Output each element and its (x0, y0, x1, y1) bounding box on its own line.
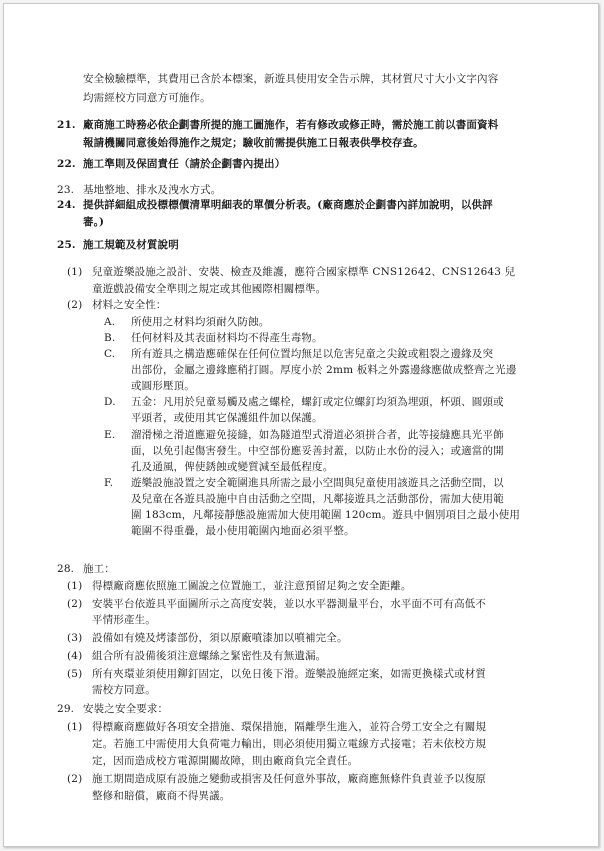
item-29-2-marker: (2) (67, 773, 83, 785)
sub-c-line-2: 出部份，金屬之邊緣應稍打圓。厚度小於 2mm 板料之外露邊緣應做成整齊之光邊 (131, 364, 517, 376)
item-29-2-line-2: 整修和賠償，廠商不得異議。 (92, 790, 231, 802)
item-28-5-line-2: 需校方同意。 (92, 684, 156, 696)
sub-a-line-1: 所使用之材料均須耐久防蝕。 (131, 316, 270, 328)
item-28-4-line-1: 組合所有設備後須注意螺絲之緊密性及有無遺漏。 (92, 650, 327, 662)
item-23-number: 23. (57, 184, 75, 196)
sub-c-line-3: 或圓形壓頂。 (131, 380, 195, 392)
item-21-line-2: 報請機關同意後始得施作之規定；驗收前需提供施工日報表供學校存查。 (83, 137, 424, 149)
sub-f-line-2: 及兒童在各遊具設施中自由活動之空間，凡鄰接遊具之活動部份，需加大使用範 (131, 493, 504, 505)
item-25-2-marker: (2) (67, 299, 83, 311)
sub-e-line-1: 溜滑梯之滑道應避免接縫，如為隧道型式滑道必須拼合者，此等接縫應具光平飾 (131, 429, 504, 441)
item-28-2-marker: (2) (67, 598, 83, 610)
item-28-2-line-1: 安裝平台依遊具平面圖所示之高度安裝，並以水平器測量平台，水平面不可有高低不 (92, 598, 487, 610)
sub-b-marker: B. (104, 332, 116, 344)
item-28-2-line-2: 平情形產生。 (92, 614, 156, 626)
item-25-title: 施工規範及材質說明 (83, 239, 179, 251)
item-29-2-line-1: 施工期間造成原有設施之變動或損害及任何意外事故，廠商應無條件負責並予以復原 (92, 773, 487, 785)
item-28-1-line-1: 得標廠商應依照施工圖說之位置施工，並注意預留足夠之安全距離。 (92, 580, 412, 592)
sub-e-marker: E. (104, 429, 116, 441)
sub-f-line-4: 範圍不得重疊，最小使用範圍內地面必須平整。 (131, 525, 355, 537)
item-25-1-line-1: 兒童遊樂設施之設計、安裝、檢查及維護，應符合國家標準 CNS12642、CNS12643 兒 (92, 266, 516, 278)
item-28-4-marker: (4) (67, 650, 83, 662)
intro-line-2: 均需經校方同意方可施作。 (83, 92, 211, 104)
item-28-3-marker: (3) (67, 632, 83, 644)
sub-f-line-1: 遊樂設施設置之安全範圍進具所需之最小空間與兒童使用該遊具之活動空間，以 (131, 477, 504, 489)
item-25-1-marker: (1) (67, 266, 83, 278)
item-22-text: 施工準則及保固責任（請於企劃書內提出） (83, 158, 286, 170)
item-29-1-line-2: 定。若施工中需使用大負荷電力輸出，則必須使用獨立電線方式接電；若未依校方規 (92, 738, 487, 750)
item-29-number: 29. (57, 703, 75, 715)
sub-e-line-3: 孔及通風，俾使銹蝕或變質減至最低程度。 (131, 461, 334, 473)
sub-a-marker: A. (104, 316, 116, 328)
item-28-title: 施工： (83, 563, 115, 575)
item-28-5-line-1: 所有夾環並須使用鉚釘固定，以免日後下滑。遊樂設施經定案，如需更換樣式或材質 (92, 668, 487, 680)
sub-e-line-2: 面，以免引起傷害發生。中空部份應妥善封蓋，以防止水份的浸入；或適當的開 (131, 445, 504, 457)
sub-f-line-3: 圍 183cm，凡鄰接靜態設施需加大使用範圍 120cm。遊具中個別項目之最小使用 (131, 509, 521, 521)
item-25-1-line-2: 童遊戲設備安全準則之規定或其他國際相關標準。 (92, 283, 327, 295)
sub-f-marker: F. (104, 477, 114, 489)
sub-d-line-2: 平頭者，或使用其它保護組件加以保護。 (131, 412, 323, 424)
sub-c-line-1: 所有遊具之構造應確保在任何位置均無足以危害兒童之尖銳或粗裂之邊緣及突 (131, 348, 494, 360)
item-28-3-line-1: 設備如有燒及烤漆部份，須以原廠噴漆加以噴補完全。 (92, 632, 348, 644)
item-29-title: 安裝之安全要求： (83, 703, 169, 715)
item-21-line-1: 廠商施工時務必依企劃書所提的施工圖施作，若有修改或修正時，需於施工前以書面資料 (83, 119, 499, 131)
item-29-1-marker: (1) (67, 721, 83, 733)
document-page (3, 3, 599, 847)
item-25-number: 25. (57, 239, 76, 251)
item-24-line-1: 提供詳細組成投標標價清單明細表的單價分析表。(廠商應於企劃書內詳加說明，以供評 (83, 199, 493, 211)
item-21-number: 21. (57, 119, 76, 131)
item-22-number: 22. (57, 158, 76, 170)
sub-d-marker: D. (104, 396, 116, 408)
item-24-number: 24. (57, 199, 76, 211)
sub-d-line-1: 五金：凡用於兒童易觸及處之螺栓，螺釘或定位螺釘均須為埋頭，杯頭、圓頭或 (131, 396, 504, 408)
intro-line-1: 安全檢驗標準，其費用已含於本標案，新遊具使用安全告示牌，其材質尺寸大小文字內容 (83, 73, 499, 85)
item-28-5-marker: (5) (67, 668, 83, 680)
item-25-2-text: 材料之安全性： (92, 299, 167, 311)
sub-b-line-1: 任何材料及其表面材料均不得產生毒物。 (131, 332, 323, 344)
item-29-1-line-3: 定，因而造成校方電源開關故障，則由廠商負完全責任。 (92, 755, 359, 767)
item-24-line-2: 審。) (83, 216, 105, 228)
item-29-1-line-1: 得標廠商應做好各項安全措施、環保措施，隔離學生進入，並符合勞工安全之有關規 (92, 721, 487, 733)
item-28-number: 28. (57, 563, 75, 575)
item-23-text: 基地整地、排水及洩水方式。 (83, 184, 222, 196)
sub-c-marker: C. (104, 348, 116, 360)
item-28-1-marker: (1) (67, 580, 83, 592)
